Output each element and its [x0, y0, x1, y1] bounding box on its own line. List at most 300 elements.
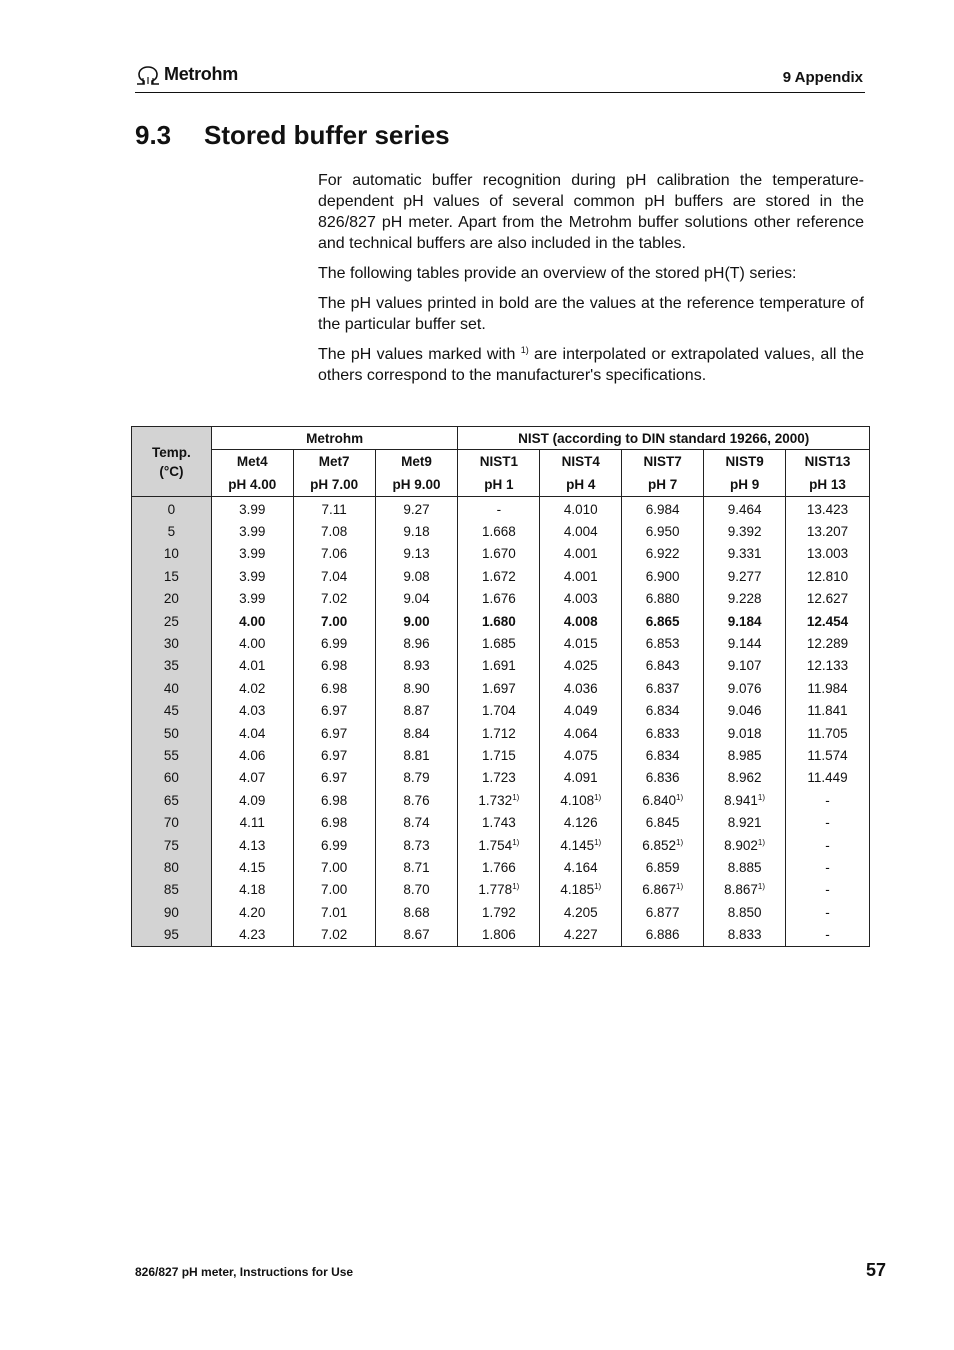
temp-cell: 70 [132, 811, 212, 833]
footnote-mark: 1) [757, 792, 766, 802]
value-cell [622, 520, 704, 542]
value-text: 4.227 [563, 927, 598, 943]
value-cell [704, 632, 786, 654]
value-text: 11.574 [807, 747, 848, 763]
value-text: 4.00 [239, 613, 266, 629]
value-cell [211, 497, 293, 521]
value-cell [786, 856, 870, 878]
value-text: 1.676 [481, 591, 516, 607]
value-cell [704, 520, 786, 542]
value-cell [211, 565, 293, 587]
value-cell [786, 767, 870, 789]
value-text: 1.806 [481, 927, 516, 943]
value-text: 12.133 [806, 658, 849, 674]
value-text: - [825, 859, 830, 875]
value-cell [622, 588, 704, 610]
value-text: 6.840 [642, 792, 677, 808]
value-cell [375, 610, 458, 632]
value-cell [211, 811, 293, 833]
value-text: 8.850 [727, 904, 762, 920]
value-cell [375, 901, 458, 923]
value-text: 6.853 [645, 636, 680, 652]
value-text: 1.704 [481, 703, 516, 719]
value-text: 4.091 [563, 770, 598, 786]
value-text: 4.015 [563, 636, 598, 652]
value-cell [540, 879, 622, 901]
value-cell [540, 610, 622, 632]
value-text: 4.064 [563, 725, 598, 741]
value-text: 3.99 [239, 568, 266, 584]
value-cell [458, 767, 540, 789]
value-cell [540, 923, 622, 946]
value-cell [293, 767, 375, 789]
value-cell [540, 856, 622, 878]
value-cell [458, 811, 540, 833]
footnote-mark: 1) [512, 837, 520, 847]
value-cell [458, 655, 540, 677]
value-cell [786, 700, 870, 722]
value-text: 4.008 [563, 613, 598, 629]
column-header-name: NIST9 [704, 450, 786, 474]
value-text: 8.84 [403, 725, 430, 741]
value-text: 6.880 [645, 591, 680, 607]
value-text: 4.11 [239, 815, 265, 831]
value-cell [375, 700, 458, 722]
value-text: 6.99 [320, 636, 348, 652]
value-text: 4.13 [239, 837, 266, 853]
table-row [132, 834, 870, 856]
value-text: 9.27 [403, 501, 430, 517]
footnote-mark: 1) [676, 882, 684, 892]
value-text: 6.886 [645, 927, 680, 943]
value-cell [458, 543, 540, 565]
value-text: 4.003 [563, 591, 598, 607]
column-header-name: NIST1 [458, 450, 540, 474]
value-text: 6.97 [320, 703, 348, 719]
value-cell [293, 856, 375, 878]
column-header-ph: pH 9 [704, 473, 786, 497]
value-cell [458, 497, 540, 521]
footnote-mark: 1) [512, 882, 520, 892]
value-cell [458, 700, 540, 722]
table-row [132, 901, 870, 923]
value-cell [458, 632, 540, 654]
value-text: 3.99 [239, 591, 266, 607]
value-cell [293, 632, 375, 654]
value-text: 11.705 [807, 725, 848, 741]
value-cell [786, 655, 870, 677]
value-text: 4.164 [563, 859, 598, 875]
value-cell [540, 543, 622, 565]
value-text: 1.723 [481, 770, 516, 786]
temp-cell: 85 [132, 879, 212, 901]
value-cell [622, 767, 704, 789]
value-text: 3.99 [239, 524, 266, 540]
column-header-ph: pH 9.00 [375, 473, 458, 497]
value-text: 8.885 [727, 859, 762, 875]
value-text: 8.96 [403, 636, 430, 652]
value-text: 6.922 [645, 546, 680, 562]
value-text: 1.754 [478, 837, 513, 853]
value-cell [375, 565, 458, 587]
value-cell [293, 677, 375, 699]
temp-cell: 65 [132, 789, 212, 811]
value-text: 4.18 [239, 882, 266, 898]
footnote-mark: 1) [520, 345, 529, 355]
value-cell [293, 655, 375, 677]
value-cell [375, 543, 458, 565]
value-cell [458, 520, 540, 542]
value-cell [540, 789, 622, 811]
value-text: 8.79 [403, 770, 430, 786]
value-text: 9.228 [727, 591, 762, 607]
value-cell [458, 565, 540, 587]
value-text: - [825, 792, 830, 808]
value-text: 9.13 [403, 546, 430, 562]
value-text: 8.71 [403, 859, 430, 875]
value-text: 4.075 [563, 747, 598, 763]
column-header-ph: pH 7.00 [293, 473, 375, 497]
value-text: - [825, 882, 830, 898]
intro-text [318, 170, 864, 395]
value-cell [458, 923, 540, 946]
value-text: 4.03 [239, 703, 266, 719]
value-cell [293, 923, 375, 946]
note-after: are interpolated or extrapolated values, all the others correspond to the manufacturer's specifications. [318, 346, 864, 384]
value-cell [211, 655, 293, 677]
section-title [135, 120, 450, 151]
note-before: The pH values marked with [318, 346, 521, 363]
value-cell [704, 722, 786, 744]
value-text: 11.984 [807, 680, 848, 696]
omega-icon [135, 65, 161, 85]
paragraph: The pH values printed in bold are the values at the reference temperature of the particular buffer set. [318, 295, 864, 333]
value-text: 6.984 [645, 501, 680, 517]
value-text: 1.712 [481, 725, 516, 741]
table-row [132, 767, 870, 789]
value-text: 12.289 [806, 636, 849, 652]
temp-cell: 10 [132, 543, 212, 565]
group-header-nist: NIST (according to DIN standard 19266, 2000) [458, 427, 870, 450]
value-cell [293, 789, 375, 811]
column-header-ph: pH 4 [540, 473, 622, 497]
value-text: 4.20 [239, 904, 266, 920]
value-text: 9.00 [403, 613, 430, 629]
value-text: 4.126 [563, 815, 598, 831]
temp-cell: 30 [132, 632, 212, 654]
footnote-mark: 1) [594, 837, 602, 847]
value-text: 1.697 [481, 680, 516, 696]
value-cell [293, 879, 375, 901]
column-header-ph: pH 1 [458, 473, 540, 497]
value-text: 6.97 [320, 770, 348, 786]
value-text: 9.018 [727, 725, 762, 741]
value-text: 7.00 [320, 882, 348, 898]
value-text: 6.865 [645, 613, 680, 629]
value-cell [786, 789, 870, 811]
value-text: 4.001 [563, 568, 598, 584]
value-cell [540, 655, 622, 677]
value-text: 1.715 [481, 747, 516, 763]
value-cell [704, 588, 786, 610]
value-cell [704, 565, 786, 587]
value-cell [375, 923, 458, 946]
value-cell [211, 767, 293, 789]
value-text: 7.08 [320, 524, 348, 540]
value-text: 4.108 [560, 792, 595, 808]
value-cell [622, 923, 704, 946]
value-text: 9.184 [727, 613, 762, 629]
temp-cell: 45 [132, 700, 212, 722]
value-cell [540, 767, 622, 789]
value-cell [786, 588, 870, 610]
value-cell [293, 722, 375, 744]
value-cell [622, 700, 704, 722]
temp-cell: 35 [132, 655, 212, 677]
value-text: 6.852 [642, 837, 677, 853]
value-text: 1.792 [481, 904, 516, 920]
value-text: 1.732 [478, 792, 513, 808]
section-title-text: Stored buffer series [204, 120, 450, 150]
value-cell [375, 588, 458, 610]
value-text: 12.454 [806, 613, 849, 629]
value-cell [704, 879, 786, 901]
section-number: 9.3 [135, 120, 172, 150]
value-cell [293, 901, 375, 923]
value-cell [293, 588, 375, 610]
table-row [132, 789, 870, 811]
value-cell [786, 744, 870, 766]
value-text: 9.046 [727, 703, 762, 719]
value-cell [786, 901, 870, 923]
value-text: - [825, 815, 830, 831]
value-cell [375, 520, 458, 542]
value-cell [786, 722, 870, 744]
paragraph: The following tables provide an overview of the stored pH(T) series: [318, 265, 797, 282]
value-cell [704, 923, 786, 946]
value-text: 9.076 [727, 680, 762, 696]
table-row [132, 677, 870, 699]
value-text: 1.685 [481, 636, 516, 652]
value-cell [211, 610, 293, 632]
value-cell [622, 632, 704, 654]
value-cell [540, 632, 622, 654]
value-cell [375, 767, 458, 789]
table-row [132, 879, 870, 901]
value-cell [704, 834, 786, 856]
table-row [132, 543, 870, 565]
temp-header-line2: (°C) [159, 463, 184, 479]
value-cell [540, 811, 622, 833]
value-text: 4.04 [239, 725, 266, 741]
value-text: 6.900 [645, 568, 680, 584]
value-text: 1.680 [481, 613, 516, 629]
table-row [132, 497, 870, 521]
value-text: 12.810 [806, 568, 849, 584]
value-text: 4.07 [239, 770, 266, 786]
value-text: 9.18 [403, 524, 430, 540]
value-cell [458, 722, 540, 744]
value-text: 7.00 [320, 859, 348, 875]
value-cell [622, 722, 704, 744]
temp-cell: 75 [132, 834, 212, 856]
value-text: 6.836 [645, 770, 680, 786]
value-cell [211, 923, 293, 946]
value-cell [375, 497, 458, 521]
value-text: 8.74 [403, 815, 430, 831]
value-text: 6.843 [645, 658, 680, 674]
value-text: 9.107 [727, 658, 762, 674]
value-text: 4.01 [239, 658, 266, 674]
temp-cell: 90 [132, 901, 212, 923]
value-text: 8.87 [403, 703, 430, 719]
column-header-name: NIST13 [786, 450, 870, 474]
table-row [132, 588, 870, 610]
value-cell [622, 879, 704, 901]
value-cell [704, 744, 786, 766]
value-cell [211, 588, 293, 610]
value-text: 6.97 [320, 725, 348, 741]
footnote-mark: 1) [676, 837, 684, 847]
paragraph: For automatic buffer recognition during pH calibration the temperature-dependent pH values of several common pH buffers are stored in the 826/827 pH meter. Apart from the Metrohm buffer solutions other reference and technical buffers are also included in the tables. [318, 172, 864, 252]
value-cell [458, 879, 540, 901]
value-cell [458, 588, 540, 610]
page-number: 57 [865, 1260, 886, 1280]
value-cell [540, 722, 622, 744]
value-text: 9.08 [403, 568, 430, 584]
value-cell [211, 632, 293, 654]
value-text: 4.025 [563, 658, 598, 674]
value-text: 6.877 [645, 904, 680, 920]
value-text: 3.99 [239, 501, 266, 517]
value-cell [786, 834, 870, 856]
temp-cell: 50 [132, 722, 212, 744]
value-cell [458, 901, 540, 923]
page-header [135, 62, 865, 93]
value-cell [375, 789, 458, 811]
value-text: 1.743 [481, 815, 516, 831]
value-cell [786, 879, 870, 901]
value-cell [704, 677, 786, 699]
value-text: - [825, 904, 830, 920]
value-text: 8.902 [724, 837, 758, 853]
value-cell [211, 879, 293, 901]
value-text: 8.76 [403, 792, 430, 808]
value-cell [704, 700, 786, 722]
value-cell [622, 856, 704, 878]
temp-cell: 25 [132, 610, 212, 632]
value-text: 9.04 [403, 591, 430, 607]
value-cell [211, 520, 293, 542]
value-cell [786, 811, 870, 833]
footnote-mark: 1) [676, 792, 684, 802]
table-row [132, 811, 870, 833]
table-row [132, 610, 870, 632]
value-cell [622, 655, 704, 677]
temp-cell: 5 [132, 520, 212, 542]
column-header-ph: pH 4.00 [211, 473, 293, 497]
value-cell [375, 677, 458, 699]
value-text: 1.691 [481, 658, 516, 674]
value-cell [786, 677, 870, 699]
value-text: 8.73 [403, 837, 430, 853]
value-cell [704, 767, 786, 789]
value-cell [622, 677, 704, 699]
value-text: 8.70 [403, 882, 430, 898]
value-text: 7.04 [320, 568, 348, 584]
value-text: 9.144 [727, 636, 762, 652]
value-cell [786, 632, 870, 654]
value-cell [622, 901, 704, 923]
value-text: 6.833 [645, 725, 680, 741]
value-cell [786, 497, 870, 521]
value-text: 9.464 [727, 501, 762, 517]
value-cell [293, 543, 375, 565]
value-text: 4.036 [563, 680, 598, 696]
brand-name: Metrohm [164, 64, 238, 84]
note-paragraph [318, 344, 864, 386]
value-cell [211, 722, 293, 744]
value-text: 8.93 [403, 658, 430, 674]
value-text: 1.766 [481, 859, 516, 875]
value-cell [293, 497, 375, 521]
value-text: 6.98 [320, 815, 348, 831]
value-text: 11.841 [807, 703, 848, 719]
column-header-name: Met7 [293, 450, 375, 474]
value-text: 4.00 [239, 636, 266, 652]
value-text: 6.867 [642, 882, 677, 898]
value-cell [704, 789, 786, 811]
footnote-mark: 1) [757, 882, 766, 892]
value-text: 8.985 [727, 747, 762, 763]
value-cell [293, 520, 375, 542]
column-header-ph: pH 13 [786, 473, 870, 497]
temp-cell: 55 [132, 744, 212, 766]
value-text: 7.01 [320, 904, 348, 920]
value-cell [622, 811, 704, 833]
value-cell [540, 834, 622, 856]
value-cell [211, 677, 293, 699]
value-cell [458, 610, 540, 632]
value-cell [293, 700, 375, 722]
value-text: 9.277 [727, 568, 762, 584]
value-cell [540, 520, 622, 542]
value-text: 9.392 [727, 524, 762, 540]
value-cell [786, 520, 870, 542]
value-cell [293, 811, 375, 833]
value-text: 8.90 [403, 680, 430, 696]
value-text: 4.205 [563, 904, 598, 920]
table-row [132, 722, 870, 744]
value-cell [211, 700, 293, 722]
value-cell [540, 497, 622, 521]
value-text: 3.99 [239, 546, 266, 562]
value-text: 8.921 [727, 815, 762, 831]
value-text: 7.11 [321, 501, 347, 517]
value-cell [375, 811, 458, 833]
value-cell [211, 744, 293, 766]
value-text: 4.010 [563, 501, 598, 517]
group-header-metrohm: Metrohm [211, 427, 458, 450]
table-row [132, 565, 870, 587]
value-text: 6.97 [320, 747, 348, 763]
value-cell [458, 789, 540, 811]
table-row [132, 632, 870, 654]
value-text: 4.049 [563, 703, 598, 719]
value-cell [704, 811, 786, 833]
temp-cell: 0 [132, 497, 212, 521]
value-text: 4.145 [560, 837, 595, 853]
